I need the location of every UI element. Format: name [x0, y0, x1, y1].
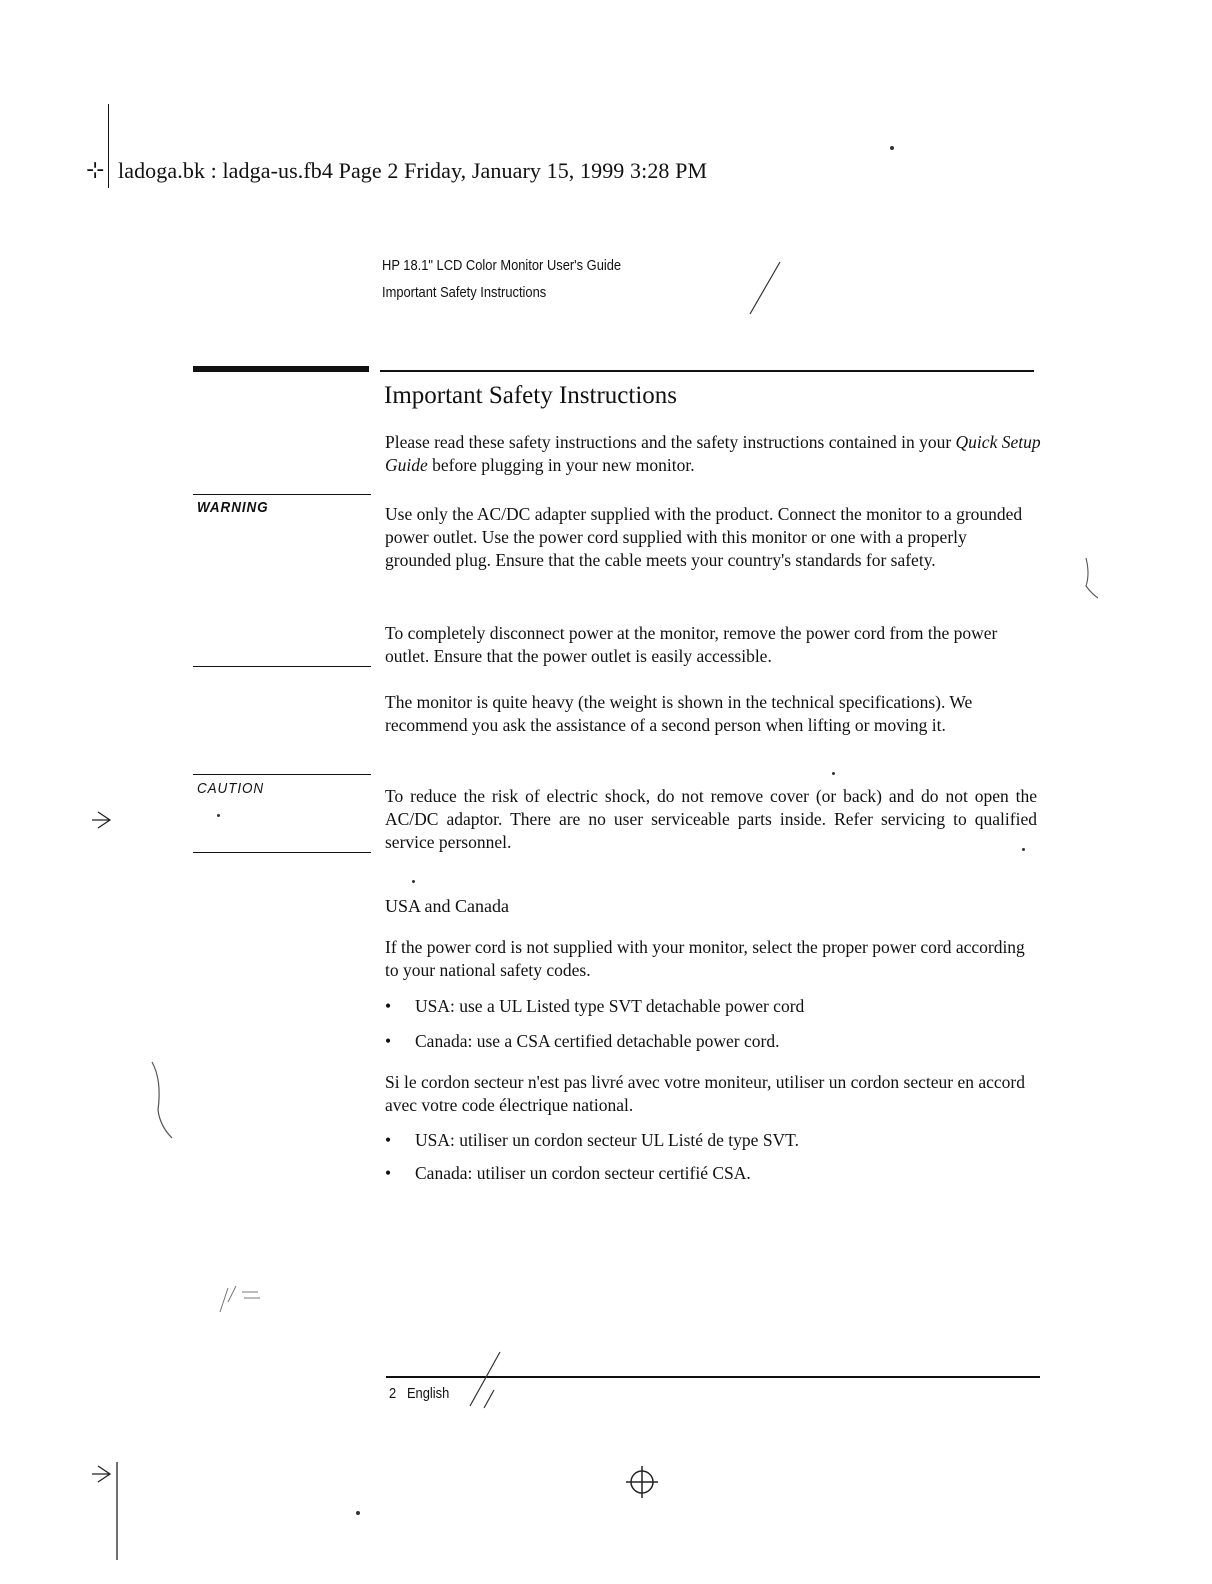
caution-paragraph: To reduce the risk of electric shock, do not remove cover (or back) and do not open the AC/DC adaptor. There are no user serviceable parts inside. Refer servicing to qualified service personnel.: [385, 786, 1037, 852]
quick-setup-guide-title: Quick Setup Guide: [385, 432, 1041, 475]
list-item-text: USA: use a UL Listed type SVT detachable power cord: [415, 996, 805, 1016]
registration-mark-top-icon: ⊹: [86, 158, 105, 183]
list-item: [385, 1130, 799, 1151]
scan-speck: [356, 1511, 360, 1515]
usa-canada-heading: USA and Canada: [385, 896, 509, 916]
scan-speck: [412, 880, 415, 883]
bullet-icon: •: [385, 1163, 392, 1183]
list-item: [385, 996, 804, 1017]
list-item: [385, 1163, 751, 1184]
crop-corner-icon: [90, 1462, 130, 1562]
stray-slash-footer-icon: [466, 1350, 502, 1415]
caution-rule-bottom: [193, 852, 371, 853]
warning-rule-bottom: [193, 666, 371, 667]
scan-speck: [1022, 848, 1025, 851]
section-rule-left: [193, 366, 369, 372]
bullet-icon: •: [385, 1130, 392, 1150]
scan-speck: [832, 772, 835, 775]
scan-dash-icon: [218, 1282, 268, 1323]
english-intro-paragraph: If the power cord is not supplied with your monitor, select the proper power cord according to your national safety codes.: [385, 937, 1025, 980]
tick-mark-icon: [90, 808, 114, 832]
bullet-icon: •: [385, 1031, 392, 1051]
bullet-icon: •: [385, 996, 392, 1016]
list-item: [385, 1031, 779, 1052]
caution-rule-top: [193, 774, 371, 775]
scan-speck: [217, 814, 220, 817]
running-head-section: Important Safety Instructions: [382, 284, 547, 301]
registration-mark-left-icon: [90, 808, 114, 837]
scan-smudge-icon: [148, 1060, 188, 1145]
registration-mark-bottom-left-icon: [90, 1462, 130, 1567]
page-heading: Important Safety Instructions: [384, 382, 677, 409]
french-intro-paragraph: Si le cordon secteur n'est pas livré avec votre moniteur, utiliser un cordon secteur en accord avec votre code électrique national.: [385, 1072, 1025, 1115]
caution-label: CAUTION: [197, 780, 265, 797]
intro-text-before: Please read these safety instructions and the safety instructions contained in your: [385, 432, 956, 452]
scan-smudge-right-icon: [1082, 556, 1102, 605]
stray-slash-mark-icon: [748, 260, 782, 321]
warning-rule-top: [193, 494, 371, 495]
intro-text-after: before plugging in your new monitor.: [427, 455, 695, 475]
running-head-title: HP 18.1" LCD Color Monitor User's Guide: [382, 257, 622, 274]
warning-paragraph-2: To completely disconnect power at the monitor, remove the power cord from the power outlet. Ensure that the power outlet is easily accessible.: [385, 623, 998, 666]
warning-paragraph-1: Use only the AC/DC adapter supplied with the product. Connect the monitor to a grounded power outlet. Use the power cord supplied with this monitor or one with a properly grounded plug. Ensure that the cable meets your country's standards for safety.: [385, 504, 1023, 570]
footer-language: English: [406, 1385, 450, 1402]
weight-note-paragraph: The monitor is quite heavy (the weight is shown in the technical specifications). We recommend you ask the assistance of a second person when lifting or moving it.: [385, 692, 973, 735]
page-footer: [389, 1385, 449, 1402]
print-slug: ladoga.bk : ladga-us.fb4 Page 2 Friday, January 15, 1999 3:28 PM: [118, 158, 708, 183]
registration-target-bottom-icon: [624, 1464, 660, 1505]
crop-mark-top: [108, 104, 109, 188]
page-number: 2: [389, 1385, 397, 1402]
crosshair-target-icon: [624, 1464, 660, 1500]
list-item-text: Canada: utiliser un cordon secteur certifié CSA.: [415, 1163, 751, 1183]
intro-paragraph: [385, 431, 1045, 477]
list-item-text: Canada: use a CSA certified detachable power cord.: [415, 1031, 780, 1051]
warning-label: WARNING: [197, 499, 269, 516]
list-item-text: USA: utiliser un cordon secteur UL Listé de type SVT.: [415, 1130, 799, 1150]
scan-speck: [890, 146, 894, 150]
section-rule-right: [380, 370, 1034, 372]
